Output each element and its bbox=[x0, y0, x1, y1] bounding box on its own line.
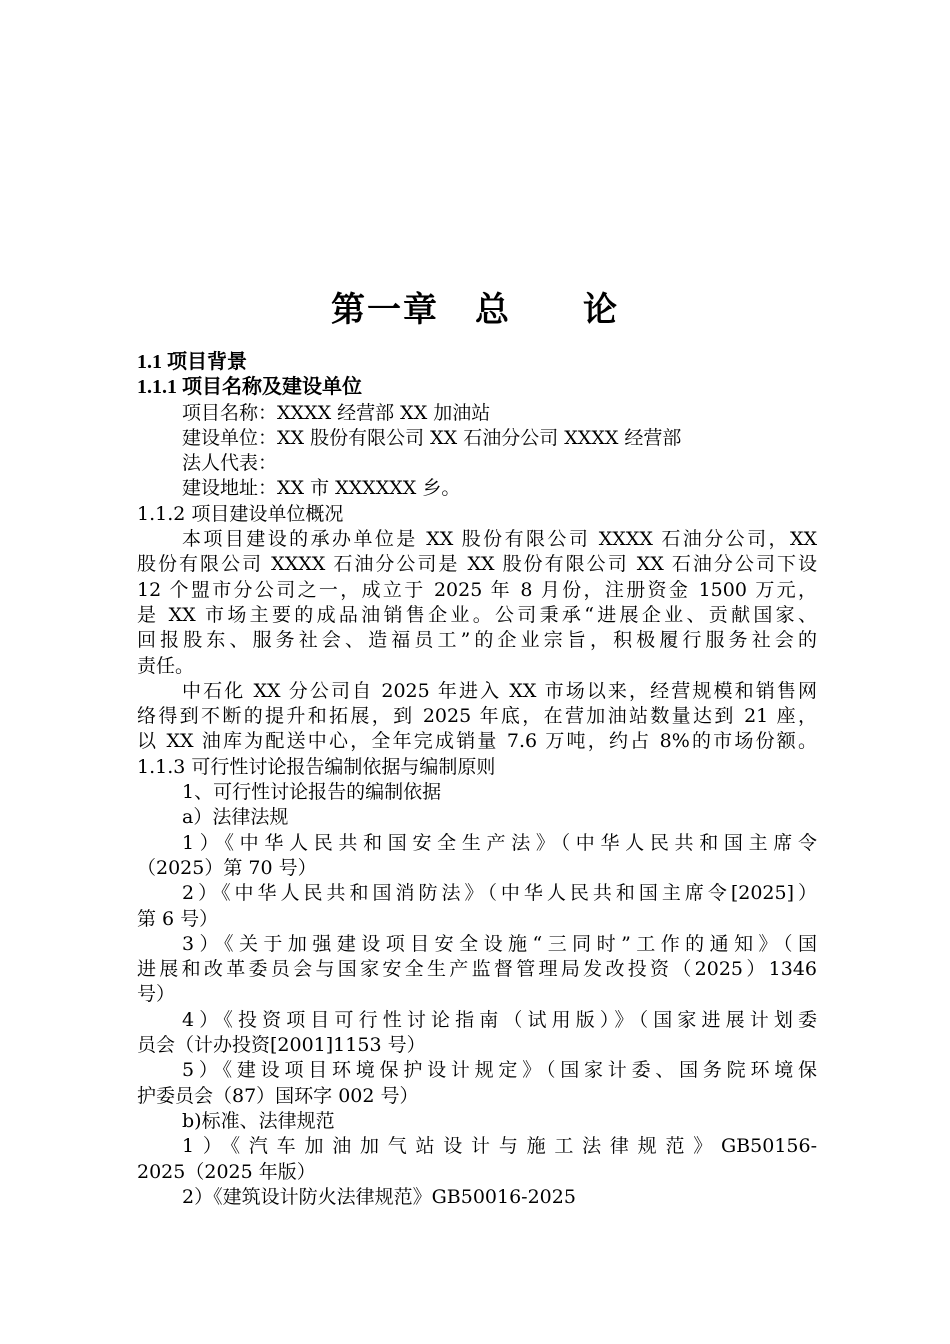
list-item-cont: 第 6 号） bbox=[137, 907, 219, 930]
list-item: 2）《建筑设计防火法律规范》GB50016-2025 bbox=[182, 1185, 576, 1208]
chapter-title: 第一章 总 论 bbox=[331, 290, 619, 330]
list-item: 1）《中华人民共和国安全生产法》（中华人民共和国主席令 bbox=[182, 831, 817, 854]
list-item: 4）《投资项目可行性讨论指南（试用版）》（国家进展计划委 bbox=[182, 1008, 817, 1031]
list-item-cont: 护委员会（87）国环字 002 号） bbox=[137, 1084, 419, 1107]
paragraph-line: 责任。 bbox=[137, 654, 195, 677]
section-heading-1-1-3: 1.1.3 可行性讨论报告编制依据与编制原则 bbox=[137, 755, 496, 778]
list-item: 2）《中华人民共和国消防法》（中华人民共和国主席令[2025]） bbox=[182, 882, 817, 905]
list-item: 5）《建设项目环境保护设计规定》（国家计委、国务院环境保 bbox=[182, 1059, 817, 1082]
list-subheading: b)标准、法律规范 bbox=[182, 1109, 335, 1132]
list-item-cont: 进展和改革委员会与国家安全生产监督管理局发改投资（2025）1346 bbox=[137, 958, 817, 981]
construction-address: 建设地址：XX 市 XXXXXX 乡。 bbox=[182, 477, 461, 500]
paragraph-line: 络得到不断的提升和拓展，到 2025 年底，在营加油站数量达到 21 座， bbox=[137, 705, 817, 728]
list-subheading: a）法律法规 bbox=[182, 806, 289, 829]
project-name: 项目名称：XXXX 经营部 XX 加油站 bbox=[182, 401, 491, 424]
paragraph-line: 股份有限公司 XXXX 石油分公司是 XX 股份有限公司 XX 石油分公司下设 bbox=[137, 553, 817, 576]
section-heading-1-1: 1.1 项目背景 bbox=[137, 351, 247, 373]
paragraph-line: 回报股东、服务社会、造福员工”的企业宗旨，积极履行服务社会的 bbox=[137, 629, 817, 652]
list-item-cont: 2025（2025 年版） bbox=[137, 1160, 316, 1183]
list-item: 1）《汽车加油加气站设计与施工法律规范》GB50156- bbox=[182, 1135, 817, 1158]
paragraph-line: 本项目建设的承办单位是 XX 股份有限公司 XXXX 石油分公司，XX bbox=[182, 528, 817, 551]
list-item-cont: 员会（计办投资[2001]1153 号） bbox=[137, 1034, 426, 1057]
list-item-cont: （2025）第 70 号） bbox=[137, 856, 317, 879]
paragraph-line: 中石化 XX 分公司自 2025 年进入 XX 市场以来，经营规模和销售网 bbox=[182, 679, 817, 702]
legal-representative: 法人代表： bbox=[182, 452, 278, 475]
paragraph-line: 12 个盟市分公司之一，成立于 2025 年 8 月份，注册资金 1500 万元， bbox=[137, 578, 817, 601]
body-content bbox=[137, 350, 817, 1210]
list-item-cont: 号） bbox=[137, 983, 176, 1006]
paragraph-line: 以 XX 油库为配送中心，全年完成销量 7.6 万吨，约占 8%的市场份额。 bbox=[137, 730, 817, 753]
list-heading: 1、可行性讨论报告的编制依据 bbox=[182, 781, 442, 804]
section-heading-1-1-2: 1.1.2 项目建设单位概况 bbox=[137, 502, 344, 525]
section-heading-1-1-1: 1.1.1 项目名称及建设单位 bbox=[137, 376, 362, 399]
list-item: 3）《关于加强建设项目安全设施“三同时”工作的通知》（国 bbox=[182, 932, 817, 955]
construction-unit: 建设单位：XX 股份有限公司 XX 石油分公司 XXXX 经营部 bbox=[182, 426, 682, 449]
paragraph-line: 是 XX 市场主要的成品油销售企业。公司秉承“进展企业、贡献国家、 bbox=[137, 603, 817, 626]
